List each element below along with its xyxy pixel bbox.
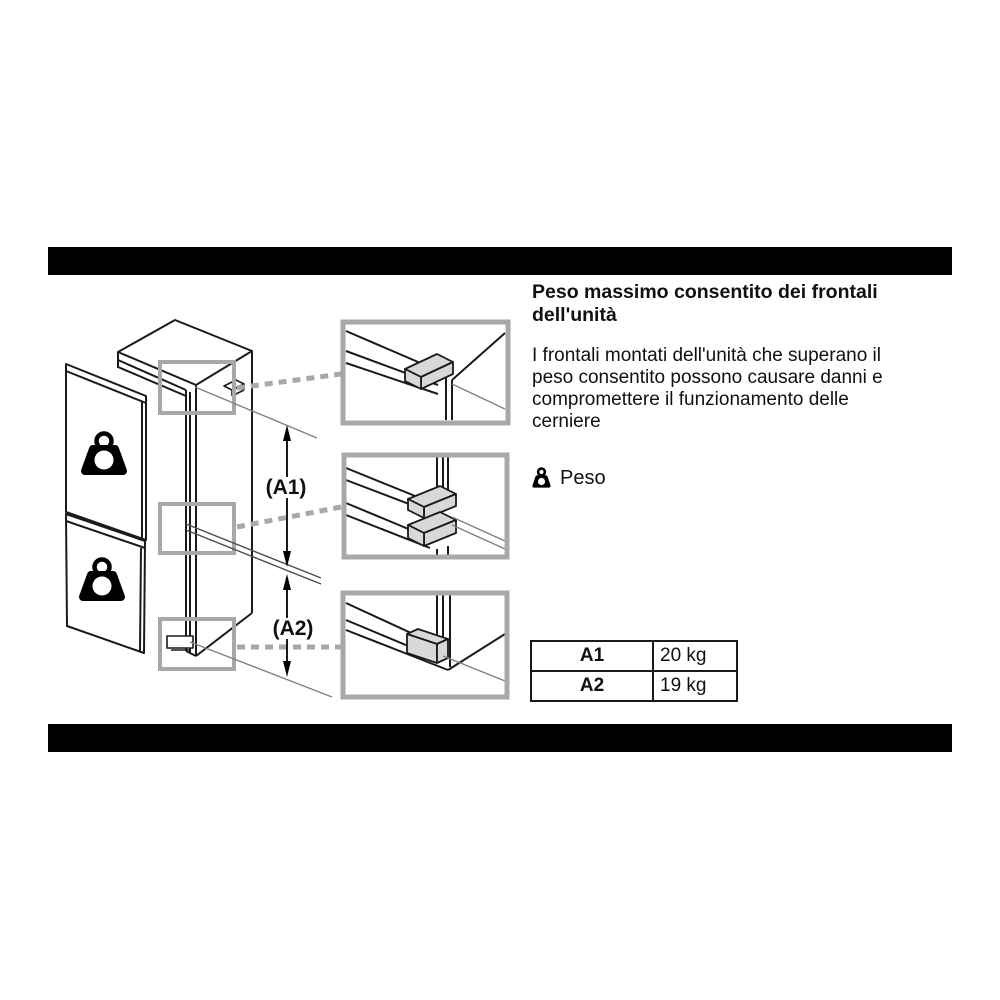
body-paragraph [532,345,932,433]
body-line-2: peso consentito possono causare danni e [532,367,883,388]
table-row-a1 [532,642,736,670]
heading-line-1: Peso massimo consentito dei frontali [532,281,878,303]
door-panels [66,364,146,653]
table-cell-a2-key: A2 [532,672,654,700]
table-cell-a1-key: A1 [532,642,654,670]
projection-rays [190,387,332,697]
dimension-label-a1: (A1) [263,477,310,498]
detail-box-bottom [343,593,507,697]
bottom-hinge-detail [167,636,193,650]
weight-legend-label: Peso [560,466,606,489]
weight-icon [532,466,551,490]
dimension-label-a2: (A2) [270,618,317,639]
table-cell-a2-value: 19 kg [660,675,707,696]
section-heading [532,281,927,327]
heading-line-2: dell'unità [532,304,617,326]
table-cell-a1-value: 20 kg [660,645,707,666]
body-line-3: compromettere il funzionamento delle [532,389,849,410]
table-row-a2 [532,670,736,700]
hinge-block-bottom [407,629,448,663]
detail-box-top [343,322,508,423]
weight-spec-table [530,640,738,702]
detail-box-middle [344,455,507,557]
body-line-4: cerniere [532,411,601,432]
weight-legend [532,466,606,490]
body-line-1: I frontali montati dell'unità che superano il [532,345,881,366]
